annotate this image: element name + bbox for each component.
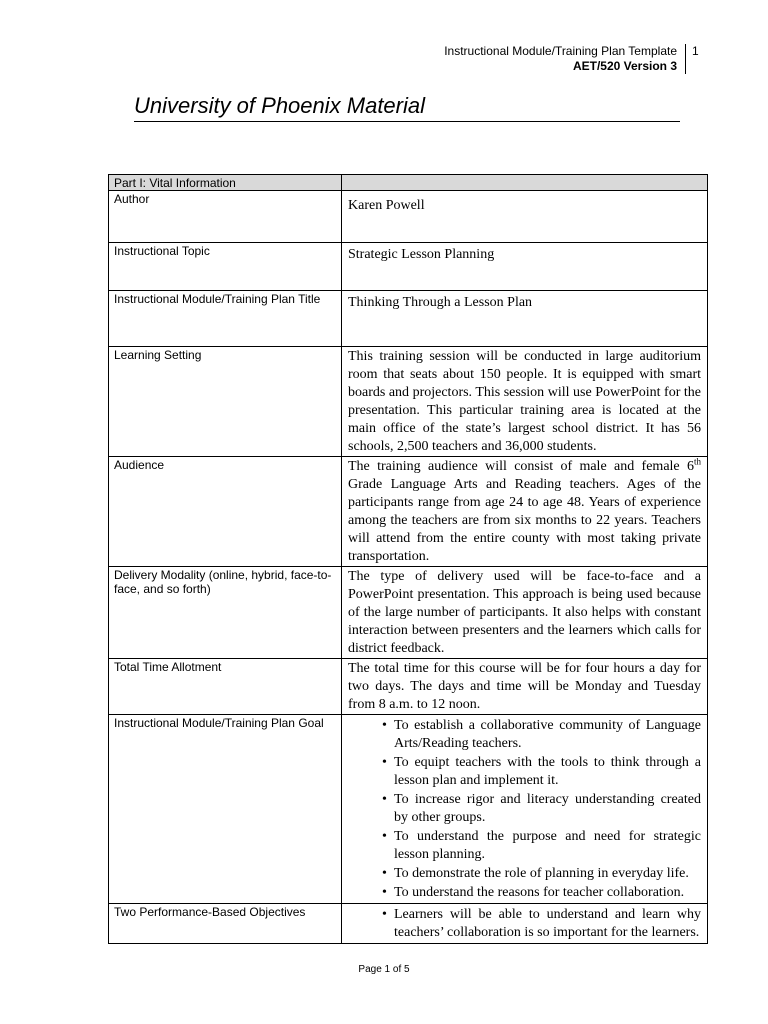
author-value: Karen Powell	[342, 191, 708, 243]
audience-label: Audience	[109, 457, 342, 567]
learning-setting-value: This training session will be conducted in large auditorium room that seats about 150 people. It is equipped with smart boards and projectors. This session will use PowerPoint for the presentation. This particular training area is located at the main office of the state’s largest school district. It has 56 schools, 2,500 teachers and 36,000 students.	[342, 347, 708, 457]
section-header-empty-cell	[342, 175, 708, 191]
time-label: Total Time Allotment	[109, 659, 342, 715]
topic-label: Instructional Topic	[109, 243, 342, 291]
vital-information-table	[108, 174, 708, 944]
goal-item-text: To understand the reasons for teacher collaboration.	[394, 885, 685, 900]
table-row-delivery	[109, 567, 708, 659]
table-row-time	[109, 659, 708, 715]
list-item	[348, 791, 701, 827]
page-footer: Page 1 of 5	[358, 964, 410, 975]
table-row-objectives	[109, 904, 708, 944]
topic-value: Strategic Lesson Planning	[342, 243, 708, 291]
module-title-value: Thinking Through a Lesson Plan	[342, 291, 708, 347]
goal-item-text: To demonstrate the role of planning in everyday life.	[394, 866, 689, 881]
time-value: The total time for this course will be for four hours a day for two days. The days and time will be Monday and Tuesday from 8 a.m. to 12 noon.	[342, 659, 708, 715]
list-item	[348, 717, 701, 753]
bullet-icon: •	[382, 755, 387, 770]
document-title: University of Phoenix Material	[134, 92, 680, 122]
goal-item-text: To equipt teachers with the tools to think through a lesson plan and implement it.	[394, 755, 701, 788]
bullet-icon: •	[382, 885, 387, 900]
template-title: Instructional Module/Training Plan Template	[444, 44, 677, 58]
audience-text-pre: The training audience will consist of male and female 6	[348, 459, 694, 474]
goal-label: Instructional Module/Training Plan Goal	[109, 715, 342, 904]
section-label: Part I: Vital Information	[109, 175, 342, 191]
objectives-list	[348, 906, 701, 942]
author-label: Author	[109, 191, 342, 243]
table-row-audience	[109, 457, 708, 567]
goal-item-text: To understand the purpose and need for strategic lesson planning.	[394, 829, 701, 862]
learning-setting-label: Learning Setting	[109, 347, 342, 457]
section-header-row	[109, 175, 708, 191]
goal-item-text: To establish a collaborative community of Language Arts/Reading teachers.	[394, 718, 701, 751]
bullet-icon: •	[382, 829, 387, 844]
delivery-value: The type of delivery used will be face-to-face and a PowerPoint presentation. This approach is being used because of the large number of participants. It also helps with constant interaction between presenters and the learners which calls for district feedback.	[342, 567, 708, 659]
list-item	[348, 884, 701, 902]
list-item	[348, 754, 701, 790]
delivery-label: Delivery Modality (online, hybrid, face-to-face, and so forth)	[109, 567, 342, 659]
bullet-icon: •	[382, 792, 387, 807]
bullet-icon: •	[382, 718, 387, 733]
header-page-number: 1	[692, 44, 699, 58]
table-row-author	[109, 191, 708, 243]
goal-value	[342, 715, 708, 904]
table-row-goal	[109, 715, 708, 904]
bullet-icon: •	[382, 866, 387, 881]
objectives-label: Two Performance-Based Objectives	[109, 904, 342, 944]
goal-list	[348, 717, 701, 902]
page-header	[444, 44, 686, 74]
table-row-module-title	[109, 291, 708, 347]
goal-item-text: To increase rigor and literacy understanding created by other groups.	[394, 792, 701, 825]
bullet-icon: •	[382, 907, 387, 922]
list-item	[348, 828, 701, 864]
audience-value	[342, 457, 708, 567]
audience-text-post: Grade Language Arts and Reading teachers. Ages of the participants range from age 24 to age 48. Years of experience among the teachers are from six months to 22 years. Teachers will attend from the entire county with most taking private transportation.	[348, 477, 701, 564]
list-item	[348, 906, 701, 942]
objective-item-text: Learners will be able to understand and learn why teachers’ collaboration is so important for the learners.	[394, 907, 701, 940]
objectives-value	[342, 904, 708, 944]
table-row-topic	[109, 243, 708, 291]
audience-superscript: th	[693, 456, 701, 467]
list-item	[348, 865, 701, 883]
table-row-learning-setting	[109, 347, 708, 457]
module-title-label: Instructional Module/Training Plan Title	[109, 291, 342, 347]
version-label: AET/520 Version 3	[572, 59, 677, 73]
